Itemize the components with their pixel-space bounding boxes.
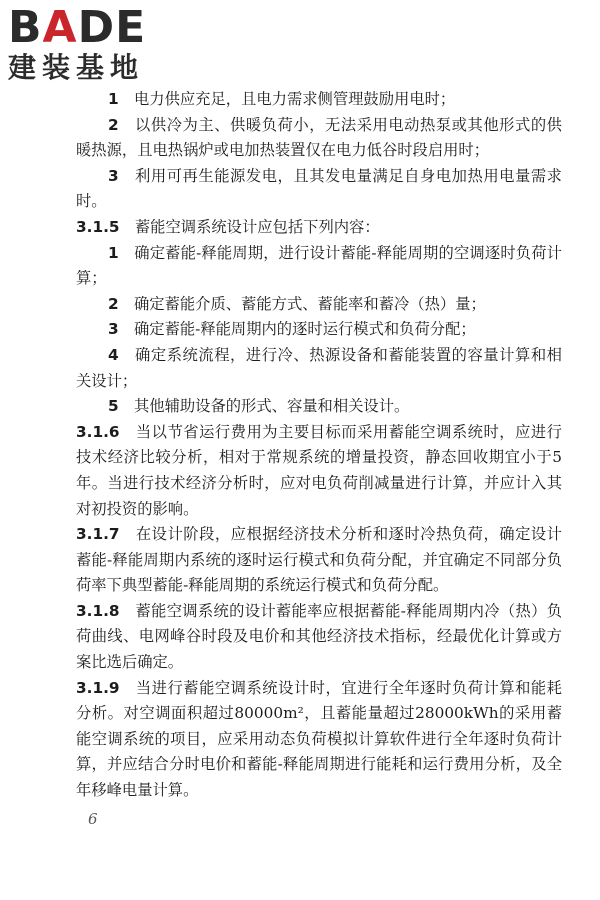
clause-3-1-8: 3.1.8 蓄能空调系统的设计蓄能率应根据蓄能-释能周期内冷（热）负荷曲线、电网峰谷时段及电价和其他经济技术指标，经最优化计算或方案比选后确定。 [76, 601, 562, 672]
list-item: 4 确定系统流程，进行冷、热源设备和蓄能装置的容量计算和相关设计； [76, 345, 562, 390]
list-item: 2 确定蓄能介质、蓄能方式、蓄能率和蓄冷（热）量； [108, 294, 486, 313]
clause-3-1-6: 3.1.6 当以节省运行费用为主要目标而采用蓄能空调系统时，应进行技术经济比较分析，相对于常规系统的增量投资，静态回收期宜小于5年。当进行技术经济分析时，应对电负荷削减量进行计算，并应计入其对初投资的影响。 [76, 422, 562, 518]
list-item: 2 以供冷为主、供暖负荷小，无法采用电动热泵或其他形式的供暖热源，且电热锅炉或电加热装置仅在电力低谷时段启用时； [76, 115, 562, 160]
document-body [76, 87, 562, 804]
clause-3-1-9: 3.1.9 当进行蓄能空调系统设计时，宜进行全年逐时负荷计算和能耗分析。对空调面积超过80000m²，且蓄能量超过28000kWh的采用蓄能空调系统的项目，应采用动态负荷模拟计算软件进行全年逐时负荷计算，并应结合分时电价和蓄能-释能周期进行能耗和运行费用分析，及全年移峰电量计算。 [76, 678, 562, 800]
clause-3-1-7: 3.1.7 在设计阶段，应根据经济技术分析和逐时冷热负荷，确定设计蓄能-释能周期内系统的逐时运行模式和负荷分配，并宜确定不同部分负荷率下典型蓄能-释能周期的系统运行模式和负荷分配。 [76, 525, 562, 595]
bade-logo [8, 4, 178, 84]
list-item: 5 其他辅助设备的形式、容量和相关设计。 [108, 397, 410, 416]
list-item: 3 利用可再生能源发电，且其发电量满足自身电加热用电量需求时。 [76, 166, 562, 211]
list-item: 3 确定蓄能-释能周期内的逐时运行模式和负荷分配； [108, 320, 476, 339]
list-item: 1 电力供应充足，且电力需求侧管理鼓励用电时； [108, 90, 456, 108]
list-item: 1 确定蓄能-释能周期，进行设计蓄能-释能周期的空调逐时负荷计算； [76, 243, 562, 288]
clause-3-1-5: 3.1.5 蓄能空调系统设计应包括下列内容： [76, 217, 380, 236]
page-number: 6 [88, 810, 98, 828]
logo-chinese: 建装基地 [8, 51, 145, 84]
logo-latin: BADE [8, 2, 147, 53]
